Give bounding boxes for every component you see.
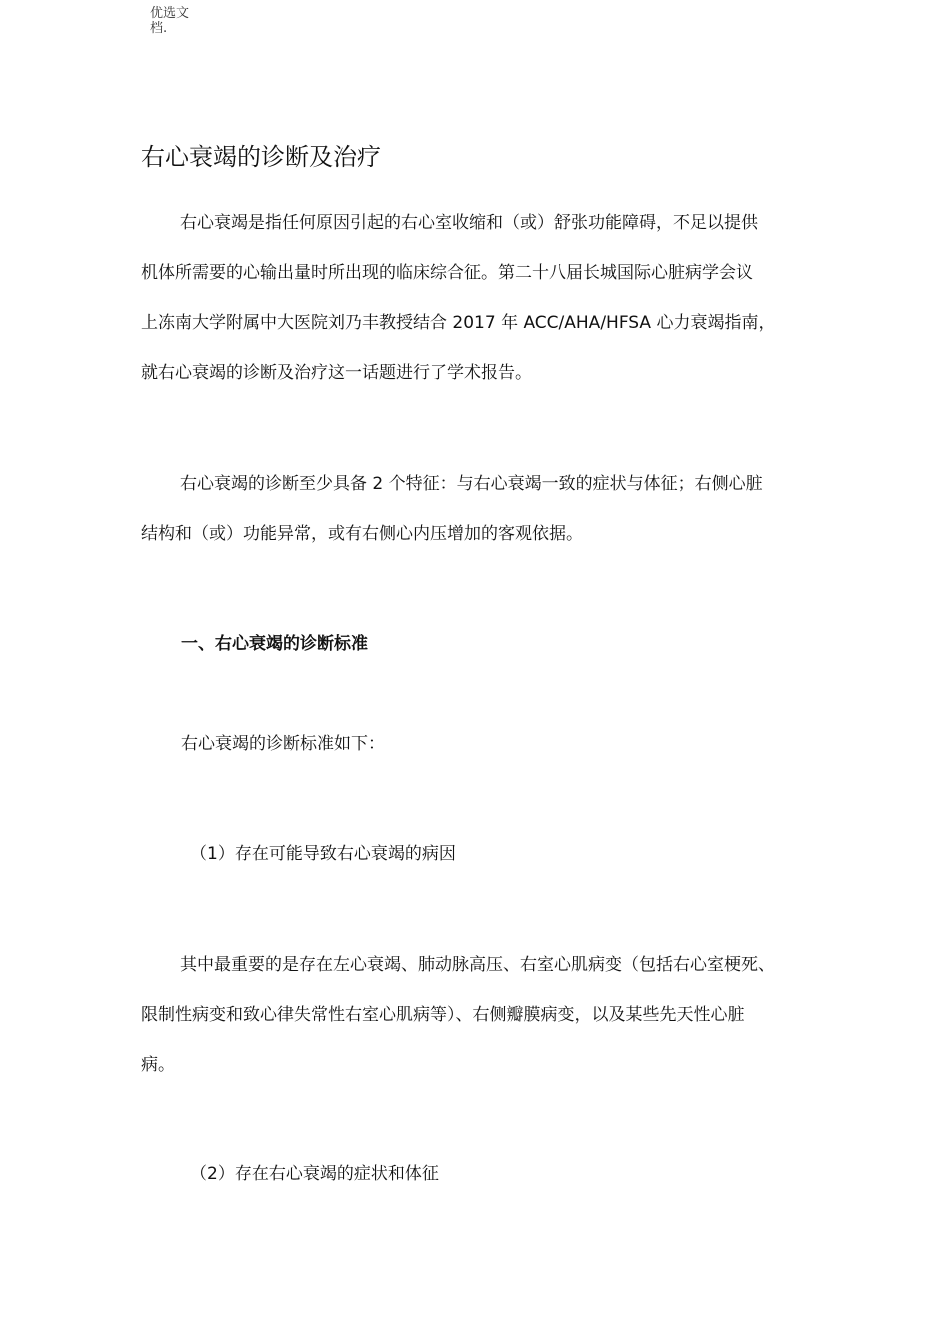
section-heading-diagnosis-criteria: 一、右心衰竭的诊断标准 — [181, 634, 368, 654]
intro-line-2: 机体所需要的心输出量时所出现的临床综合征。第二十八届长城国际心脏病学会议 — [141, 263, 753, 283]
header-mark-line-2: 档. — [150, 21, 168, 36]
intro-line-4: 就右心衰竭的诊断及治疗这一话题进行了学术报告。 — [141, 363, 532, 383]
header-mark-line-1: 优选文 — [150, 6, 190, 21]
criterion-1: （1）存在可能导致右心衰竭的病因 — [190, 844, 456, 864]
intro-line-3: 上冻南大学附属中大医院刘乃丰教授结合 2017 年 ACC/AHA/HFSA 心力衰竭指南， — [141, 313, 776, 333]
criterion-1-detail-paragraph — [141, 940, 811, 1090]
detail-line-2: 限制性病变和致心律失常性右室心肌病等）、右侧瓣膜病变，以及某些先天性心脏 — [141, 1005, 745, 1025]
diagnosis-summary-paragraph — [141, 459, 811, 559]
detail-line-3: 病。 — [141, 1055, 175, 1075]
intro-line-1: 右心衰竭是指任何原因引起的右心室收缩和（或）舒张功能障碍，不足以提供 — [180, 213, 758, 233]
criteria-intro-text: 右心衰竭的诊断标准如下： — [181, 734, 385, 754]
criterion-2: （2）存在右心衰竭的症状和体征 — [190, 1164, 439, 1184]
summary-line-2: 结构和（或）功能异常，或有右侧心内压增加的客观依据。 — [141, 524, 583, 544]
detail-line-1: 其中最重要的是存在左心衰竭、肺动脉高压、右室心肌病变（包括右心室梗死、 — [180, 955, 775, 975]
document-title: 右心衰竭的诊断及治疗 — [141, 143, 381, 171]
summary-line-1: 右心衰竭的诊断至少具备 2 个特征：与右心衰竭一致的症状与体征；右侧心脏 — [180, 474, 763, 494]
intro-paragraph — [141, 198, 811, 398]
header-watermark — [150, 6, 210, 36]
